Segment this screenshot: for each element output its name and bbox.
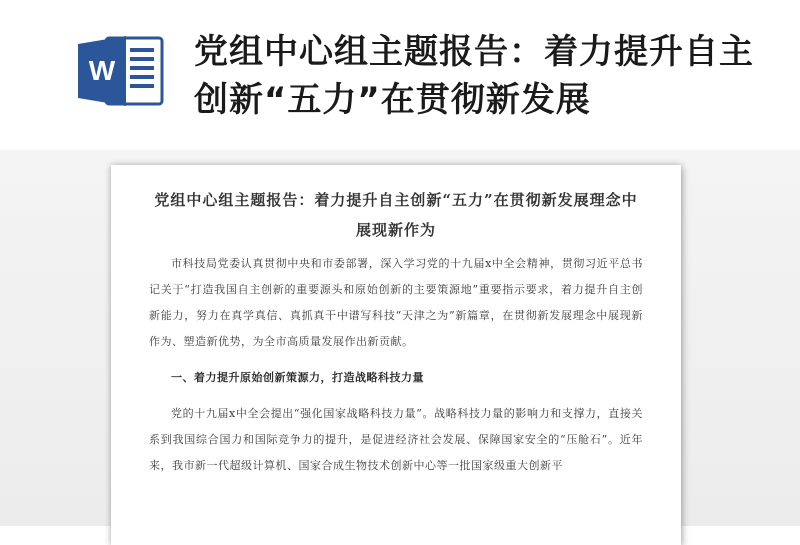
header: [0, 0, 800, 150]
document-title: 党组中心组主题报告：着力提升自主创新“五力”在贯彻新发展理念中展现新作为: [154, 191, 638, 239]
microsoft-word-icon: [76, 34, 164, 108]
document-paragraph: 市科技局党委认真贯彻中央和市委部署，深入学习党的十九届x中全会精神，贯彻习近平总书记关于“打造我国自主创新的重要源头和原始创新的主要策源地”重要指示要求，着力提升自主创新能力，努力在真学真信、真抓真干中谱写科技“天津之为”新篇章，在贯彻新发展理念中展现新作为、塑造新优势，为全市高质量发展作出新贡献。: [149, 257, 643, 348]
word-icon-letter: W: [88, 55, 116, 86]
page-title: 党组中心组主题报告：着力提升自主创新“五力”在贯彻新发展: [194, 32, 754, 120]
section-heading: 一、着力提升原始创新策源力，打造战略科技力量: [171, 371, 424, 384]
document-paragraph: 党的十九届x中全会提出“强化国家战略科技力量”。战略科技力量的影响力和支撑力，直接关系到我国综合国力和国际竞争力的提升，是促进经济社会发展、保障国家安全的“压舱石”。近年来，我市新一代超级计算机、国家合成生物技术创新中心等一批国家级重大创新平: [149, 407, 643, 472]
document-page: [111, 165, 681, 545]
